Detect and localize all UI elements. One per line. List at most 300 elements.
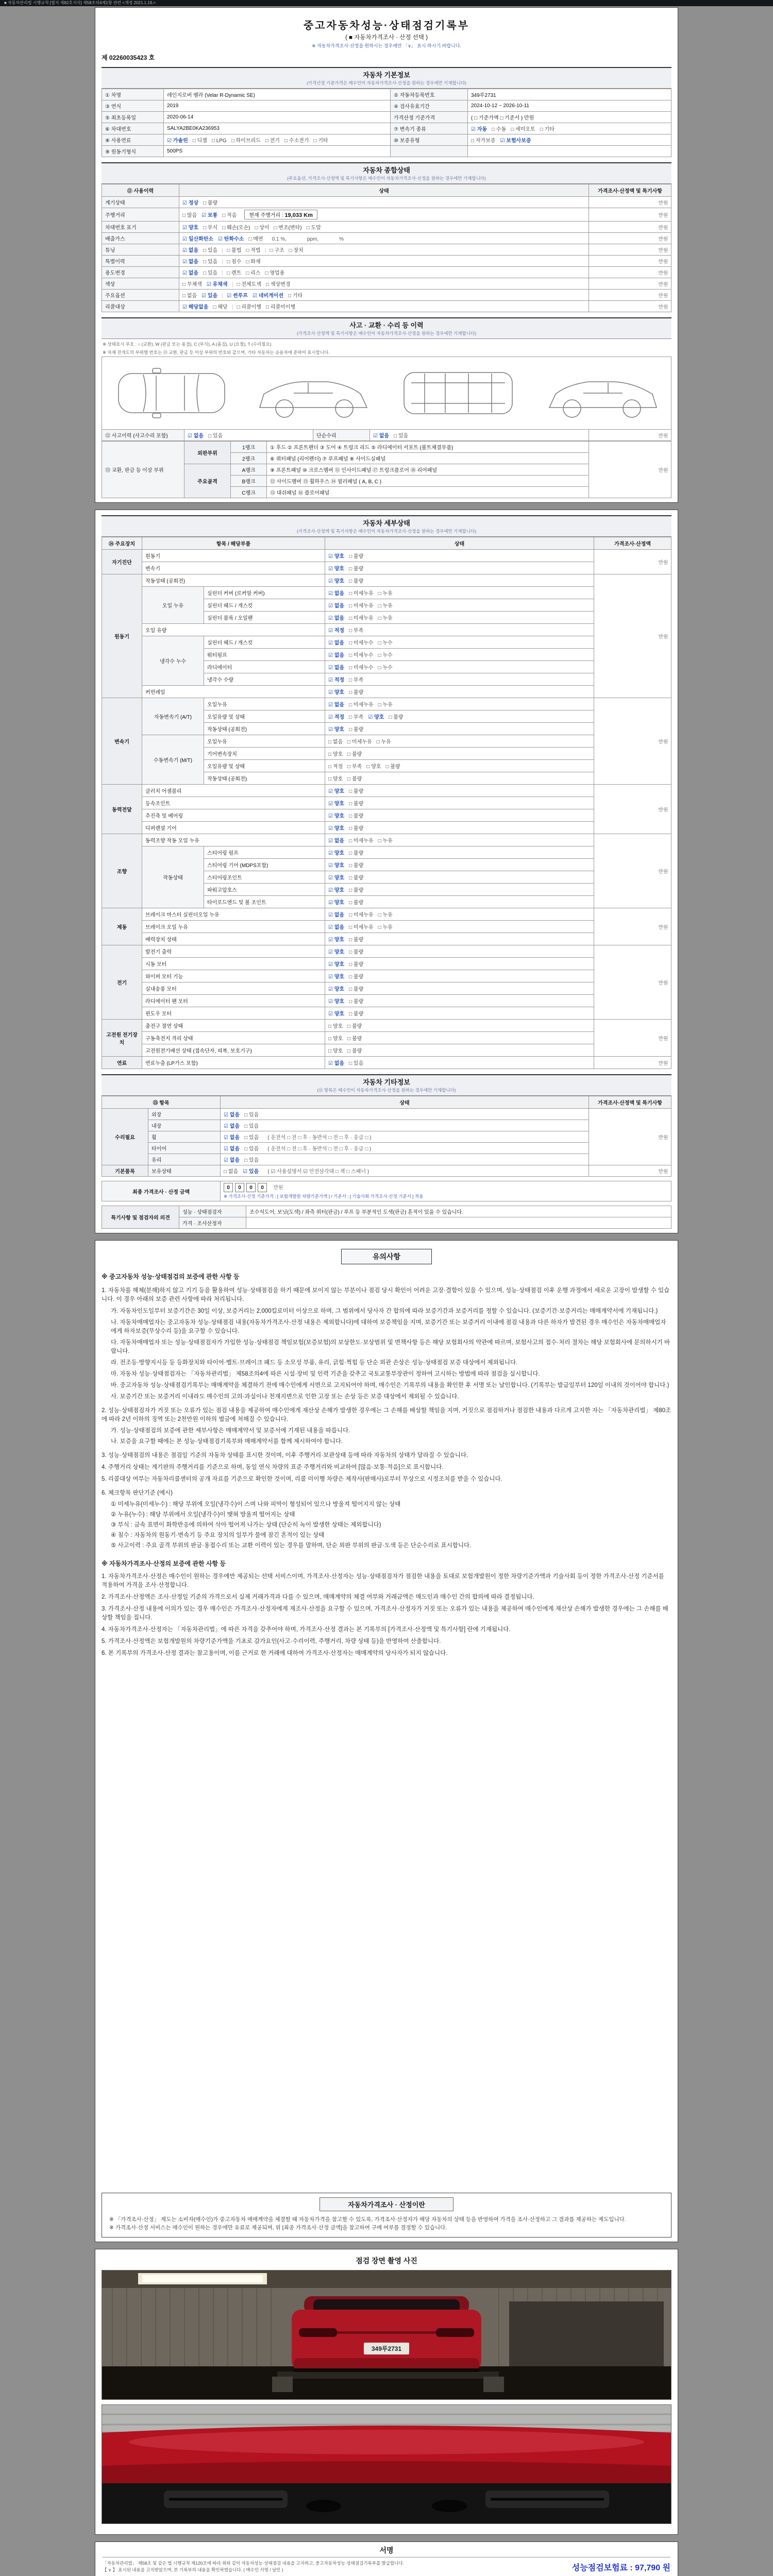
checkbox-option[interactable]: ☑ 없음 (188, 433, 204, 439)
checkbox-option[interactable]: □ 불량 (347, 1048, 362, 1054)
checkbox-option[interactable]: ☑ 양호 (328, 875, 345, 881)
checkbox-option[interactable]: □ 불량 (349, 789, 364, 794)
checkbox-option[interactable]: ☑ 없음 (182, 248, 199, 253)
state-options (325, 896, 594, 908)
notice-paragraph: 라. 전조등·방향지시등 등 등화장치와 타이어·벨트·브레이크 패드 등 소모성 부품, 유리, 긁힘·찍힘 등 단순 외관 손상은 성능·상태점검 보증 대상에서 제외됩니다. (111, 1360, 518, 1366)
field-value: 2020-06-14 (164, 112, 391, 123)
checkbox-option[interactable]: ☑ 없음 (224, 1146, 240, 1152)
checkbox-option[interactable]: ☑ 없음 (182, 270, 199, 276)
checkbox-option[interactable]: □ 누유 (378, 591, 393, 597)
price-digit: 0 (246, 1183, 256, 1192)
checkbox-option[interactable]: ☑ 양호 (328, 566, 345, 572)
basic-info-row (102, 100, 671, 112)
checkbox-option[interactable]: □ 불량 (349, 937, 364, 943)
checkbox-option[interactable]: ☑ 네비게이션 (252, 293, 283, 299)
detail-state-row (102, 809, 671, 822)
item-label: 실린더 헤드 / 개스킷 (204, 599, 325, 612)
checkbox-option[interactable]: □ 있음 (203, 248, 218, 253)
checkbox-option[interactable]: □ 미세누수 (349, 665, 374, 671)
state-options (325, 673, 594, 686)
checkbox-option[interactable]: ☑ 없음 (328, 925, 345, 930)
accident-parts-row (102, 442, 671, 453)
checkbox-option[interactable]: □ LPG (211, 138, 227, 144)
sub-group-label: 냉각수 누수 (142, 636, 204, 686)
notice-paragraph: 3. 성능·상태점검의 내용은 점검일 기준의 자동차 상태를 표시한 것이며, 이후 주행거리·보관상태 등에 따라 자동차의 상태가 달라질 수 있습니다. (102, 1452, 468, 1459)
extra-values: ( ☑ 사용설명서 ☑ 안전삼각대 □ 잭 □ 스패너 ) (267, 1169, 369, 1175)
car-diagram-side-right (537, 360, 666, 426)
state-options (325, 760, 594, 772)
history-item-label: 리콜대상 (102, 301, 179, 312)
checkbox-option[interactable]: ☑ 양호 (328, 863, 345, 869)
item-label: 브레이크 오일 누유 (142, 921, 325, 933)
checkbox-option[interactable]: □ 양호 (328, 1048, 343, 1054)
item-label: 와이퍼 모터 기능 (142, 970, 325, 982)
state-options (179, 290, 589, 301)
checkbox-option[interactable]: □ 부족 (349, 677, 364, 683)
document-title: 중고자동차성능·상태점검기록부 (303, 20, 470, 31)
checkbox-option[interactable]: ☑ 양호 (328, 851, 345, 856)
checkbox-option[interactable]: □ 미세누유 (349, 838, 374, 844)
checkbox-option[interactable]: ☑ 정상 (182, 200, 199, 206)
price-cell: 만원 (589, 256, 671, 267)
checkbox-option[interactable]: □ 기타 (540, 127, 554, 132)
device-group-label: 전기 (102, 945, 142, 1020)
field-value: ( □ 기준가액 □ 기준서 ) 만원 (468, 112, 671, 123)
basic-info-row (102, 112, 671, 123)
checkbox-option[interactable]: □ 해당 (213, 304, 228, 310)
state-options (179, 256, 589, 267)
checkbox-option[interactable]: ☑ 양호 (328, 1011, 345, 1017)
accident-history-label: ⑫ 사고이력 (사고수리 포함) (102, 430, 184, 441)
checkbox-option[interactable]: □ 불량 (203, 200, 218, 206)
state-options (325, 1032, 594, 1044)
state-options (325, 1007, 594, 1020)
checkbox-option[interactable]: □ 적법 (246, 248, 261, 253)
detail-state-row (102, 958, 671, 970)
checkbox-option[interactable]: ☑ 없음 (224, 1124, 240, 1129)
checkbox-option[interactable]: □ 불량 (349, 1011, 364, 1017)
price-digit: 0 (235, 1183, 244, 1192)
item-label: 시동 모터 (142, 958, 325, 970)
checkbox-option[interactable]: □ 영업용 (265, 270, 285, 276)
overall-state-row (102, 233, 671, 244)
checkbox-option[interactable]: □ 불량 (349, 863, 364, 869)
checkbox-option[interactable]: □ 도말 (306, 225, 321, 231)
checkbox-option[interactable]: □ 미세누수 (349, 640, 374, 646)
checkbox-option[interactable]: ☑ 양호 (328, 814, 345, 819)
section-etc-header (102, 1074, 671, 1096)
checkbox-option[interactable]: □ 있음 (203, 259, 218, 265)
document-subtitle: ( ■ 자동차가격조사 · 산정 선택 ) (345, 35, 428, 41)
checkbox-option[interactable]: □ 양호 (328, 752, 343, 757)
checkbox-option[interactable]: □ 무채색 (182, 282, 202, 287)
field-label: 가격산정 기준가격 (391, 112, 468, 123)
checkbox-option[interactable]: □ 불량 (349, 826, 364, 832)
notice-paragraph: ⑤ 사고이력 : 주요 골격 부위의 판금·용접수리 또는 교환 이력이 있는 경우를 말하며, 단순 외판 부위의 판금·도색 등은 단순수리로 표시합니다. (111, 1543, 472, 1549)
state-options (325, 599, 594, 612)
checkbox-option[interactable]: □ 미세누유 (349, 925, 374, 930)
checkbox-option[interactable]: □ 불량 (349, 566, 364, 572)
checkbox-option[interactable]: ☑ 양호 (328, 554, 345, 560)
checkbox-option[interactable]: □ 부족 (349, 628, 364, 634)
checkbox-option[interactable]: ☑ 적정 (328, 715, 345, 720)
checkbox-option[interactable]: □ 수소전기 (284, 138, 309, 144)
section-basic-title: 자동차 기본정보 (363, 71, 410, 79)
checkbox-option[interactable]: ☑ 양호 (328, 690, 345, 696)
detail-state-row (102, 945, 671, 958)
checkbox-option[interactable]: □ 양호 (328, 1024, 343, 1029)
checkbox-option[interactable]: ☑ 없음 (373, 433, 390, 439)
checkbox-option[interactable]: □ 변조(변타) (274, 225, 302, 231)
checkbox-option[interactable]: □ 전체도색 (237, 282, 262, 287)
checkbox-option[interactable]: ☑ 양호 (328, 789, 345, 794)
state-options (325, 958, 594, 970)
checkbox-option[interactable]: ☑ 있음 (243, 1169, 259, 1175)
checkbox-option[interactable]: ☑ 없음 (328, 838, 345, 844)
field-label (391, 146, 468, 157)
item-label: 윈도우 모터 (142, 1007, 325, 1020)
detail-state-row (102, 1057, 671, 1069)
col-use-history: ⑪ 사용이력 (102, 184, 179, 197)
checkbox-option[interactable]: □ 양호 (328, 776, 343, 782)
checkbox-option[interactable]: □ 침수 (227, 259, 242, 265)
notice-paragraph: 3. 가격조사·산정 내용에 이의가 있는 경우 매수인은 가격조사·산정자에게 재조사·산정을 요구할 수 있으며, 가격조사·산정자가 거짓 또는 오류가 있는 내용을 제공하여 매수인에게 재산상 손해가 발생한 경우에는 그 손해를 배상할 책임을 집니다. (102, 1606, 668, 1621)
field-label: ③ 연식 (102, 100, 164, 112)
checkbox-option[interactable]: □ 있음 (244, 1146, 259, 1152)
checkbox-option[interactable]: ☑ 양호 (328, 579, 345, 584)
accident-history-options (184, 430, 313, 441)
checkbox-option[interactable]: ☑ 양호 (328, 974, 345, 980)
notice-paragraph: 마. 자동차 성능·상태점검자는 「자동차관리법」 제58조의4에 따른 시설·장비 및 인력 기준을 갖추고 국토교통부장관이 정하여 고시하는 방법에 따라 점검을 실시합니다. (111, 1371, 540, 1377)
checkbox-option[interactable]: □ 하이브리드 (231, 138, 261, 144)
checkbox-option[interactable]: □ 리콜이행 (237, 304, 261, 310)
checkbox-option[interactable]: ☑ 없음 (328, 1061, 345, 1066)
checkbox-option[interactable]: □ 세미오토 (511, 127, 535, 132)
price-cell: 만원 (589, 222, 671, 233)
state-options (325, 908, 594, 921)
checkbox-option[interactable]: □ 미세누수 (349, 653, 374, 658)
state-options (325, 1057, 594, 1069)
item-label: 라디에이터 (204, 661, 325, 673)
checkbox-option[interactable]: ☑ 없음 (224, 1112, 240, 1118)
price-cell: 만원 (589, 1109, 671, 1165)
state-options (221, 1143, 589, 1154)
checkbox-option[interactable]: □ 누수 (378, 653, 393, 658)
checkbox-option[interactable]: □ 불량 (347, 752, 362, 757)
checkbox-option[interactable]: □ 미세누유 (349, 912, 374, 918)
state-options (325, 809, 594, 822)
item-label: 파워고압호스 (204, 884, 325, 896)
final-price-label: 최종 가격조사 · 산정 금액 (102, 1181, 221, 1201)
detail-state-row (102, 846, 671, 859)
inspection-premium: 성능점검보험료 : 97,790 원 (572, 2563, 670, 2572)
checkbox-option[interactable]: □ 렌트 (227, 270, 242, 276)
checkbox-option[interactable]: □ 색상변경 (266, 282, 291, 287)
checkbox-option[interactable]: □ 불량 (347, 1024, 362, 1029)
checkbox-option[interactable]: ☑ 적정 (328, 677, 345, 683)
notice-paragraph: 1. 자동차가격조사·산정은 매수인이 원하는 경우에만 제공되는 선택 서비스이며, 가격조사·산정자는 성능·상태점검자가 점검한 내용을 토대로 보험개발원이 정한 차량기준가액과 기술사회 등이 정한 가격조사·산정 기준서를 적용하여 가격을 조사·산정합니다. (102, 1573, 664, 1588)
checkbox-option[interactable]: □ 누유 (378, 616, 393, 621)
checkbox-option[interactable]: □ 있음 (203, 270, 218, 276)
checkbox-option[interactable]: □ 있음 (244, 1135, 259, 1141)
checkbox-option[interactable]: □ 리콜미이행 (266, 304, 296, 310)
checkbox-option[interactable]: ☑ 없음 (328, 616, 345, 621)
checkbox-option[interactable]: □ 불량 (349, 875, 364, 881)
checkbox-option[interactable]: ☑ 양호 (328, 987, 345, 992)
section-detail-title: 자동차 세부상태 (363, 519, 410, 527)
state-options (325, 574, 594, 587)
state-options (325, 1044, 594, 1057)
overall-state-row (102, 244, 671, 256)
item-label: 외장 (148, 1109, 221, 1120)
item-label: 내장 (148, 1120, 221, 1131)
checkbox-option[interactable]: □ 미세누유 (349, 616, 374, 621)
notices-body (102, 1272, 671, 1658)
checkbox-option[interactable]: □ 불량 (349, 814, 364, 819)
checkbox-option[interactable]: □ 미세누유 (349, 702, 374, 708)
sheet-signature (95, 2541, 678, 2576)
checkbox-option[interactable]: □ 없음 (328, 739, 343, 745)
section-detail-header (102, 515, 671, 537)
checkbox-option[interactable]: □ 자가보증 (471, 138, 496, 144)
checkbox-option[interactable]: ☑ 해당없음 (182, 304, 209, 310)
checkbox-option[interactable]: ☑ 양호 (368, 715, 384, 720)
checkbox-option[interactable]: ☑ 없음 (328, 665, 345, 671)
checkbox-option[interactable]: ☑ 양호 (182, 225, 199, 231)
checkbox-option[interactable]: □ 기타 (288, 293, 303, 299)
checkbox-option[interactable]: □ 불량 (347, 1036, 362, 1042)
checkbox-option[interactable]: ☑ 없음 (328, 591, 345, 597)
checkbox-option[interactable]: ☑ 양호 (328, 900, 345, 906)
checkbox-option[interactable]: ☑ 양호 (328, 888, 345, 893)
checkbox-option[interactable]: □ 불량 (349, 999, 364, 1005)
detail-state-row (102, 562, 671, 574)
notice-paragraph: ① 미세누유(미세누수) : 해당 부위에 오일(냉각수)이 스며 나와 피막이 형성되어 있으나 방울져 떨어지지 않는 상태 (111, 1501, 401, 1507)
state-options (325, 550, 594, 562)
extra-values: ( 운전석 □ 전 □ 후 · 동반석 □ 전 □ 후 · 응급 □ ) (267, 1135, 372, 1141)
checkbox-option[interactable]: □ 기타 (313, 138, 328, 144)
checkbox-option[interactable]: ☑ 양호 (328, 801, 345, 807)
checkbox-option[interactable]: ☑ 양호 (328, 950, 345, 955)
state-options (179, 222, 589, 233)
remarks-label: 특기사항 및 점검자의 의견 (102, 1206, 179, 1229)
checkbox-option[interactable]: □ 누유 (378, 925, 393, 930)
state-options (179, 233, 589, 244)
checkbox-option[interactable]: □ 불량 (349, 900, 364, 906)
checkbox-option[interactable]: ☑ 없음 (328, 912, 345, 918)
checkbox-option[interactable]: □ 부식 (203, 225, 218, 231)
checkbox-option[interactable]: ☑ 있음 (201, 293, 218, 299)
checkbox-option[interactable]: □ 있음 (394, 433, 409, 439)
rank-label: C랭크 (231, 487, 267, 498)
checkbox-option[interactable]: □ 미세누유 (349, 591, 374, 597)
checkbox-option[interactable]: ☑ 없음 (328, 640, 345, 646)
checkbox-option[interactable]: □ 리스 (246, 270, 261, 276)
checkbox-option[interactable]: □ 훼손(오손) (222, 225, 250, 231)
checkbox-option[interactable]: ☑ 보통 (201, 213, 218, 218)
checkbox-option[interactable]: ☑ 썬루프 (227, 293, 248, 299)
checkbox-option[interactable]: □ 누유 (378, 912, 393, 918)
checkbox-option[interactable]: □ 미세누유 (349, 603, 374, 609)
overall-state-row (102, 222, 671, 233)
detail-state-row (102, 921, 671, 933)
item-label: 냉각수 수량 (204, 673, 325, 686)
final-price-note: ※ 가격조사·산정 기준가격 : [ 보험개발원 차량기준가액 ] / 기준서 : [ 기술사회 가격조사·산정 기준서 ] 적용 (224, 1194, 424, 1199)
overall-state-row (102, 290, 671, 301)
checkbox-option[interactable]: □ 있음 (244, 1112, 259, 1118)
checkbox-option[interactable]: □ 불량 (349, 962, 364, 968)
sub-group-label: 작동상태 (142, 846, 204, 908)
checkbox-option[interactable]: □ 많음 (182, 213, 197, 218)
remarks-text (246, 1217, 671, 1229)
checkbox-option[interactable]: □ 불량 (349, 690, 364, 696)
state-options (221, 1165, 589, 1177)
rank-label: 2랭크 (231, 453, 267, 464)
checkbox-option[interactable]: □ 누유 (378, 838, 393, 844)
checkbox-option[interactable]: □ 매연 (248, 236, 263, 242)
col-etc-price: 가격조사·산정액 및 특기사항 (589, 1096, 671, 1109)
checkbox-option[interactable]: ☑ 없음 (328, 702, 345, 708)
section-etc-title: 자동차 기타정보 (363, 1078, 410, 1086)
remarks-row (102, 1206, 671, 1217)
checkbox-option[interactable]: □ 양호 (366, 764, 381, 770)
checkbox-option[interactable]: □ 부족 (347, 764, 362, 770)
checkbox-option[interactable]: □ 누유 (378, 702, 393, 708)
checkbox-option[interactable]: □ 있음 (244, 1124, 259, 1129)
basic-info-row (102, 146, 671, 157)
checkbox-option[interactable]: ☑ 양호 (328, 962, 345, 968)
checkbox-option[interactable]: □ 불량 (389, 715, 404, 720)
checkbox-option[interactable]: □ 불량 (349, 974, 364, 980)
notice-paragraph: 5. 리콜대상 여부는 자동차리콜센터의 공개 자료를 기준으로 확인한 것이며, 리콜 미이행 차량은 제작사(판매사)로부터 무상으로 시정조치를 받을 수 있습니다. (102, 1476, 502, 1482)
checkbox-option[interactable]: □ 있음 (244, 1158, 259, 1163)
price-info-box (102, 2193, 671, 2238)
state-options (325, 636, 594, 649)
checkbox-option[interactable]: □ 미세누유 (347, 739, 372, 745)
section-overall-title: 자동차 종합상태 (363, 166, 410, 174)
checkbox-option[interactable]: □ 불량 (385, 764, 400, 770)
state-options (325, 970, 594, 982)
item-label: 작동상태 (공회전) (204, 723, 325, 735)
price-info-title: 자동차가격조사 · 산정이란 (320, 2197, 453, 2211)
checkbox-option[interactable]: ☑ 양호 (328, 937, 345, 943)
sheet-notices (95, 1240, 678, 2242)
item-label: 고전원전기배선 상태 (접속단자, 피복, 보호기구) (142, 1044, 325, 1057)
extra-values: 0.1 %, ppm, % (272, 236, 344, 242)
checkbox-option[interactable]: □ 누유 (378, 603, 393, 609)
device-group-label: 조향 (102, 834, 142, 908)
checkbox-option[interactable]: □ 구조 (270, 248, 284, 253)
col-detail-price: 가격조사·산정액 (594, 537, 671, 550)
checkbox-option[interactable]: ☑ 양호 (328, 727, 345, 733)
checkbox-option[interactable]: □ 있음 (349, 1061, 364, 1066)
item-label: 워터펌프 (204, 649, 325, 661)
checkbox-option[interactable]: □ 양호 (328, 1036, 343, 1042)
checkbox-option[interactable]: □ 불량 (347, 776, 362, 782)
checkbox-option[interactable]: □ 없음 (224, 1169, 239, 1175)
etc-info-row (102, 1154, 671, 1165)
state-options (325, 1020, 594, 1032)
checkbox-option[interactable]: ☑ 보험사보증 (500, 138, 531, 144)
state-options (325, 995, 594, 1007)
overall-state-row (102, 208, 671, 222)
section-etc-subtitle: (⑮ 항목은 매수인이 자동차가격조사·산정을 원하는 경우에만 기재합니다) (317, 1088, 456, 1093)
field-label: ⑥ 차대번호 (102, 123, 164, 134)
item-label: 작동상태 (공회전) (204, 772, 325, 785)
detail-state-row (102, 995, 671, 1007)
item-label: 실린더 커버 (로커암 커버) (204, 587, 325, 599)
checkbox-option[interactable]: □ 불량 (349, 888, 364, 893)
item-label: 등속조인트 (142, 797, 325, 809)
checkbox-option[interactable]: □ 장치 (289, 248, 304, 253)
checkbox-option[interactable]: ☑ 없음 (328, 603, 345, 609)
checkbox-option[interactable]: □ 있음 (208, 433, 223, 439)
price-cell: 만원 (594, 908, 671, 945)
checkbox-option[interactable]: □ 없음 (182, 293, 197, 299)
checkbox-option[interactable]: ☑ 없음 (182, 259, 199, 265)
section-accident-subtitle: (가격조사·산정액 및 특기사항은 매수인이 자동차가격조사·산정을 원하는 경우에만 기재합니다) (296, 331, 477, 336)
notice-paragraph: 2. 성능·상태점검자가 거짓 또는 오류가 있는 점검 내용을 제공하여 매수인에게 재산상 손해가 발생한 경우에는 그 손해를 배상할 책임을 지며, 거짓으로 점검하거나 점검한 내용과 다르게 고지한 자는 「자동차관리법」 제80조에 따라 2년 이하의 징역 또는 2천만원 이하의 벌금에 처해질 수 있습니다. (102, 1408, 671, 1422)
checkbox-option[interactable]: □ 불량 (349, 579, 364, 584)
checkbox-option[interactable]: ☑ 적정 (328, 628, 345, 634)
rank-parts: ⑮ 대쉬패널 ⑯ 플로어패널 (267, 487, 589, 498)
checkbox-option[interactable]: □ 화재 (246, 259, 261, 265)
checkbox-option[interactable]: ☑ 탄화수소 (218, 236, 244, 242)
checkbox-option[interactable]: □ 적음 (222, 213, 237, 218)
checkbox-option[interactable]: □ 누수 (378, 665, 393, 671)
field-label: ④ 검사유효기간 (391, 100, 468, 112)
state-options (221, 1154, 589, 1165)
etc-info-row (102, 1120, 671, 1131)
checkbox-option[interactable]: □ 불량 (349, 851, 364, 856)
checkbox-option[interactable]: □ 불량 (349, 801, 364, 807)
checkbox-option[interactable]: □ 누수 (378, 640, 393, 646)
state-options (179, 208, 589, 222)
checkbox-option[interactable]: □ 누유 (376, 739, 391, 745)
item-label: 실린더 헤드 / 개스킷 (204, 636, 325, 649)
checkbox-option[interactable]: □ 수동 (492, 127, 507, 132)
checkbox-option[interactable]: ☑ 없음 (224, 1158, 240, 1163)
checkbox-option[interactable]: ☑ 유채색 (206, 282, 228, 287)
checkbox-option[interactable]: □ 불량 (349, 950, 364, 955)
checkbox-option[interactable]: ☑ 양호 (328, 826, 345, 832)
checkbox-option[interactable]: □ 불법 (227, 248, 242, 253)
history-item-label: 색상 (102, 278, 179, 290)
checkbox-option[interactable]: ☑ 일산화탄소 (182, 236, 214, 242)
col-etc-item: ⑮ 항목 (102, 1096, 221, 1109)
checkbox-option[interactable]: □ 불량 (349, 727, 364, 733)
item-label: 휠 (148, 1131, 221, 1143)
state-options (325, 698, 594, 710)
detail-state-row (102, 933, 671, 945)
checkbox-option[interactable]: □ 디젤 (192, 138, 207, 144)
checkbox-option[interactable]: □ 부족 (349, 715, 364, 720)
checkbox-option[interactable]: □ 적정 (328, 764, 343, 770)
state-options (325, 797, 594, 809)
checkbox-option[interactable]: ☑ 없음 (224, 1135, 240, 1141)
checkbox-option[interactable]: □ 전기 (265, 138, 280, 144)
checkbox-option[interactable]: ☑ 양호 (328, 999, 345, 1005)
checkbox-option[interactable]: □ 상이 (255, 225, 270, 231)
history-item-label: 차대번호 표기 (102, 222, 179, 233)
checkbox-option[interactable]: ☑ 자동 (471, 127, 488, 132)
basic-info-row (102, 123, 671, 134)
checkbox-option[interactable]: ☑ 가솔린 (167, 138, 188, 144)
checkbox-option[interactable]: ☑ 없음 (328, 653, 345, 658)
checkbox-option[interactable]: □ 불량 (349, 554, 364, 560)
checkbox-option[interactable]: □ 불량 (349, 987, 364, 992)
price-info-line: ※ 「가격조사·산정」 제도는 소비자(매수인)가 중고자동차 매매계약을 체결할 때 자동차가격을 참고할 수 있도록, 가격조사·산정자가 해당 자동차의 상태 등을 반영하여 가격을 조사·산정하고 그 결과를 제공하는 제도입니다. (109, 2216, 626, 2223)
